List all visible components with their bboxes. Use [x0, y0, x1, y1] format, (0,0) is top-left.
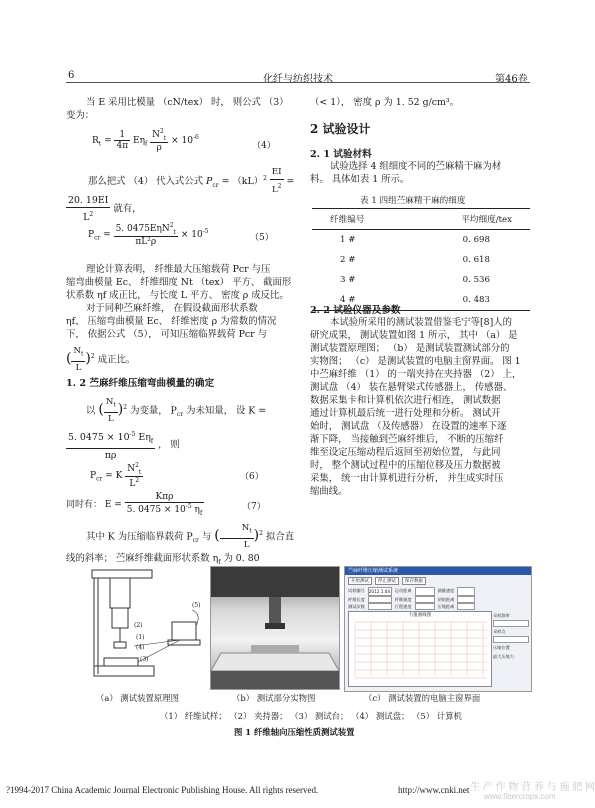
sw-sample-id-input[interactable]: 2012.1.04 [368, 589, 391, 594]
caption-a: （a） 测试装置原理图 [96, 693, 180, 703]
copyright-footer: ?1994-2017 China Academic Journal Electronic Publishing House. All rights reserved. [6, 785, 319, 795]
watermark-text: 生 产 作 物 营 养 与 施 肥 网 [470, 782, 595, 793]
theory-line: 状系数 ηf 成正比， 与长度 L 平方、 密度 ρ 成反比。 [66, 290, 289, 301]
section-2-heading: 2 试验设计 [310, 122, 371, 136]
table-title: 表 1 四组苎麻精干麻的细度 [360, 196, 466, 206]
table-row: 4 # 0. 483 [312, 290, 530, 311]
caption-b: （b） 测试部分实物图 [232, 693, 316, 703]
table-row: 3 # 0. 536 [340, 275, 490, 285]
sw-toolbar [345, 575, 531, 587]
sw-chart-title: 力值曲线图 [408, 613, 432, 618]
photo-apparatus [211, 567, 339, 689]
materials-paragraph: 试验选择 4 组细度不同的苎麻精干麻为材 料。 具体如表 1 所示。 [310, 161, 502, 185]
sw-input[interactable] [415, 596, 435, 603]
sw-input[interactable] [493, 620, 529, 627]
theory-line: 理论计算表明， 纤维最大压缩载荷 Pcr 与压 [86, 264, 271, 275]
sw-field-row: 测试次数 行程速度 压缩距离 [348, 603, 528, 610]
section-2-2-heading: 2. 2 试验仪器及参数 [310, 305, 401, 316]
theory-line: 缩弯曲模量 Ec、 纤维细度 Nt （tex） 平方、 截面形 [66, 277, 292, 288]
left-line-2: 变为： [66, 110, 95, 121]
sw-input[interactable] [457, 596, 475, 603]
eq7-number: （7） [242, 502, 266, 512]
eq5-number: （5） [250, 233, 274, 243]
k-definition: $\frac{5. 0475 \times 10^{-5} E\eta_f}{\pi\rho}$ ， 则 [66, 428, 298, 462]
volume-label: 第46卷 [495, 74, 528, 85]
page-number: 6 [68, 70, 75, 81]
figure-title: 图 1 纤维轴向压缩性质测试装置 [234, 727, 355, 737]
schematic-drawing [84, 566, 204, 686]
sw-input[interactable] [493, 636, 529, 643]
header-rule [66, 82, 530, 83]
apparatus-paragraph: 本试验所采用的测试装置借鉴毛宁等[8]人的 研究成果， 测试装置如图 1 所示， 其中 （a） 是 测试装置原理图； （b） 是测试装置测试部分的 实物图； （c） 是测试装置的电脑主窗界面。 图 1 中苎麻纤维 （1） 的一端夹持在夹持器 （2） 上， 测试盘 （4） 装在悬臂梁式传感器上， 传感器、 数据采集卡和计算机依次进行相连， 测试数据 通过计算机最后统一进行处理和分析。 测试开 始时， 测试盘 （及传感器） 在设置的速率下逐 渐下降， 当接触到苎麻纤维后， 不断的压缩纤 维至设定压缩动程后返回至初始位置， 与此同 时， 整个测试过程中的压缩位移及压力数据被 采集， 统一由计算机进行分析， 并生成实时压 缩曲线。 [310, 317, 522, 497]
label-4: (4) [136, 644, 145, 651]
sw-input[interactable] [368, 596, 392, 603]
section-1-2-heading: 1. 2 苎麻纤维压缩弯曲模量的确定 [66, 378, 215, 389]
theory-line: 对于同种苎麻纤维， 在假设截面形状系数 [86, 303, 258, 314]
sw-input[interactable] [457, 587, 475, 596]
figure-a-schematic [84, 566, 204, 686]
eq4-number: （4） [252, 141, 276, 151]
section-2-1-heading: 2. 1 试验材料 [310, 149, 372, 160]
figure-c-software [344, 566, 532, 692]
figure-b-photo [210, 566, 340, 690]
sw-chart-grid [349, 618, 491, 684]
sw-field-row: 试样编号 2012.1.04 运动距离 测量速度 [348, 587, 528, 596]
ratio-line: ( $\frac{N_t}{L}$ )$^2$ 成正比。 [66, 346, 136, 373]
caption-c: （c） 测试装置的电脑主窗界面 [364, 693, 481, 703]
label-1: (1) [136, 634, 145, 641]
equation-4: $R_t$ = $\frac{1}{4\pi}$ $E\eta_f$ $\frac{N^2_t}{\rho}$ × $10^{-6}$ （4） [92, 128, 276, 153]
sw-input[interactable] [368, 603, 392, 610]
theory-line: 下， 依据公式 （5）， 可知压缩临界载荷 Pcr 与 [66, 329, 267, 340]
label-5: (5) [192, 602, 201, 609]
density-line: （< 1）， 密度 ρ 为 1. 52 g/cm³。 [310, 97, 460, 108]
eq-substitution-line: 那么把式 （4） 代入式公式 $P_{cr} = (kL)^2$ $\frac{EI}{L^2}$ = [88, 167, 295, 195]
journal-name: 化纤与纺织技术 [263, 74, 333, 85]
left-line-1: 当 E 采用比模量 （cN/tex） 时， 则公式 （3） [86, 97, 289, 108]
sw-input[interactable] [457, 603, 475, 610]
sw-field-row: 纤维长度 纤维细度 初始距离 [348, 596, 528, 603]
k-description: 其中 K 为压缩临界载荷 $P_{cr}$ 与 ( $\frac{N_t}{L}$ )$^2$ 拟合直 线的斜率； 苎麻纤维截面形状系数 $\eta_f$ 为 0. 80 [66, 523, 295, 566]
sw-input[interactable] [415, 603, 435, 610]
watermark-url: www.fibercrops.com [484, 792, 556, 801]
table-header-id: 纤维编号 [330, 215, 365, 225]
sw-input[interactable] [415, 587, 435, 596]
theory-line: ηf、 压缩弯曲模量 Ec、 纤维密度 ρ 为常数的情况 [66, 316, 277, 327]
eq6-number: （6） [240, 472, 264, 482]
label-3: (3) [140, 656, 149, 663]
variable-definition: 以 ( $\frac{N_t}{L}$ )$^2$ 为变量， $P_{cr}$ 为未知量， 设 K = [86, 397, 267, 424]
table-row: 1 # 0. 698 [340, 235, 490, 245]
fineness-table [312, 208, 530, 311]
sw-stop-button[interactable]: 停止测试 [375, 577, 399, 585]
sw-fields [345, 587, 531, 610]
left-column [66, 96, 296, 122]
sw-start-button[interactable]: 开始测试 [348, 577, 372, 585]
eq-result-line: $\frac{20. 19EI}{L^2}$ 就有， [68, 195, 142, 224]
equation-6: $P_{cr} = K$ $\frac{N^2_t}{L^2}$ （6） [90, 462, 264, 489]
footer-url[interactable]: http://www.cnki.net [398, 785, 470, 795]
theory-paragraph [66, 263, 298, 341]
table-row: 2 # 0. 618 [340, 255, 490, 265]
equation-7: 同时有： E = $\frac{\text{Kπρ}}{5. 0475 \times 10^{-5} \eta_f}$ （7） [66, 492, 266, 517]
table-header-fineness: 平均细度/tex [461, 215, 512, 225]
equation-5: $P_{cr}$ = $\frac{5. 0475E\eta N^2_t}{\text{πL²ρ}}$ × $10^{-5}$ （5） [88, 222, 274, 247]
sw-side-panel: 采样频率 采样点 压缩位置 最大压缩力 [493, 611, 529, 661]
sw-chart-panel [348, 611, 492, 687]
label-2: (2) [134, 622, 143, 629]
sw-save-button[interactable]: 保存数据 [402, 577, 426, 585]
figure-legend: （1） 纤维试样； （2） 夹持器； （3） 测试台； （4） 测试盘； （5） 计算机 [160, 711, 462, 721]
sw-titlebar: 苎麻纤维压缩测试系统 [345, 567, 531, 575]
